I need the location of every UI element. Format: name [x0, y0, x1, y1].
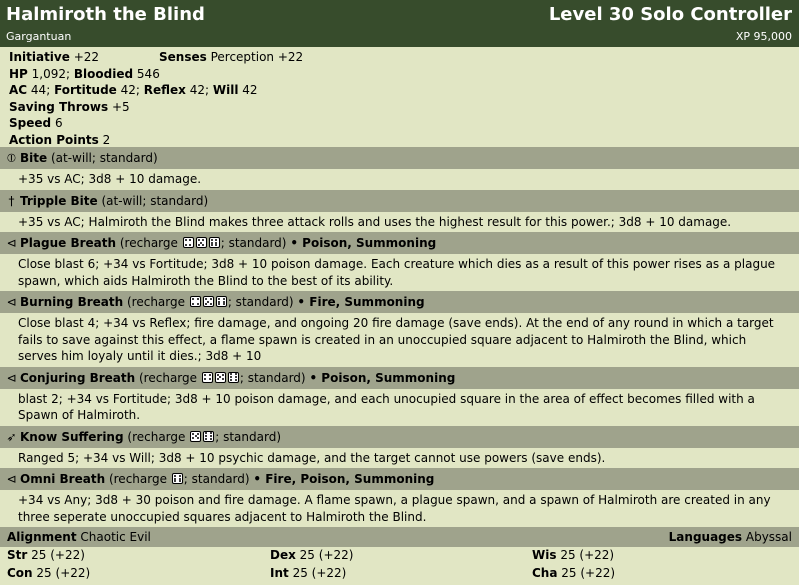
saving-throws-label: Saving Throws — [9, 99, 109, 114]
defenses-row — [9, 82, 790, 99]
ability-int — [270, 566, 346, 580]
power-description: Ranged 5; +34 vs Will; 3d8 + 10 psychic damage, and the target cannot use powers (save ends). — [18, 450, 606, 465]
initiative-row — [9, 49, 790, 66]
power-usage: (at-will; standard) — [101, 193, 209, 208]
basic-melee-icon: ⦶ — [7, 151, 16, 165]
monster-name: Halmiroth the Blind — [6, 4, 205, 25]
saving-throws-row — [9, 99, 790, 116]
saving-throws-value: +5 — [111, 99, 130, 114]
ability-label: Wis — [532, 548, 557, 562]
power-header — [0, 426, 799, 448]
ability-label: Str — [7, 548, 28, 562]
recharge-die-icon — [190, 431, 201, 442]
alignment-value: Chaotic Evil — [80, 530, 151, 544]
power-usage-end: ; standard) — [183, 472, 250, 486]
power-usage-end: ; standard) — [215, 429, 281, 444]
power-name: Omni Breath — [20, 472, 106, 486]
power-header — [0, 291, 799, 313]
power-keywords: • Poison, Summoning — [290, 236, 437, 250]
recharge-die-icon — [196, 237, 207, 248]
initiative-value: +22 — [73, 50, 100, 64]
monster-type: Gargantuan — [6, 30, 72, 43]
power-usage: (recharge — [119, 236, 178, 250]
ability-value: 25 (+22) — [31, 548, 85, 562]
recharge-die-icon — [203, 431, 214, 442]
close-icon: ⊲ — [6, 295, 17, 309]
stat-block-header — [0, 0, 799, 47]
hp-value: 1,092; — [31, 66, 71, 81]
power-name: Bite — [20, 151, 48, 165]
power-description: +35 vs AC; Halmiroth the Blind makes three attack rolls and uses the highest result for this power.; 3d8 + 10 damage. — [18, 214, 732, 229]
power-description: Close blast 4; +34 vs Reflex; fire damage, and ongoing 20 fire damage (save ends). At the end of any round in which a target fails to save against this effect, a flame spawn is created in an unoccupied square adjacent to Halmiroth the Blind, which serves him loyaly until it dies.; 3d8 + 10 — [18, 316, 774, 363]
will-value: 42 — [242, 83, 258, 98]
close-icon: ⊲ — [6, 472, 17, 486]
power-name: Tripple Bite — [20, 193, 98, 208]
ranged-icon: ➶ — [6, 429, 17, 444]
languages-label: Languages — [668, 530, 743, 544]
speed-value: 6 — [54, 116, 63, 131]
power-usage: (recharge — [139, 370, 198, 385]
power-name: Burning Breath — [20, 295, 124, 309]
languages-value: Abyssal — [745, 530, 792, 544]
ability-value: 25 (+22) — [36, 566, 91, 580]
power-name: Conjuring Breath — [20, 370, 136, 385]
power-usage: (recharge — [108, 472, 167, 486]
close-icon: ⊲ — [6, 370, 17, 385]
power-usage: (recharge — [127, 429, 186, 444]
ability-label: Int — [270, 566, 289, 580]
close-icon: ⊲ — [6, 236, 17, 250]
power-description: blast 2; +34 vs Fortitude; 3d8 + 10 poison damage, and each unocupied square in the area of effect becomes filled with a Spawn of Halmiroth. — [18, 391, 755, 422]
power-usage: (recharge — [126, 295, 185, 309]
ability-con — [7, 566, 90, 580]
action-points-label: Action Points — [9, 132, 99, 147]
hp-row — [9, 66, 790, 83]
power-keywords: • Poison, Summoning — [309, 370, 456, 385]
ability-label: Cha — [532, 566, 558, 580]
ability-value: 25 (+22) — [299, 548, 354, 562]
speed-row — [9, 115, 790, 132]
recharge-die-icon — [228, 372, 239, 383]
power-usage-end: ; standard) — [227, 295, 294, 309]
power-keywords: • Fire, Poison, Summoning — [253, 472, 435, 486]
recharge-die-icon — [183, 237, 194, 248]
ability-label: Con — [7, 566, 33, 580]
alignment-label: Alignment — [7, 530, 77, 544]
recharge-die-icon — [216, 296, 227, 307]
action-points-value: 2 — [102, 132, 111, 147]
power-header — [0, 190, 799, 212]
melee-icon: † — [8, 193, 15, 208]
ac-value: 44; — [30, 83, 51, 98]
power-keywords: • Fire, Summoning — [297, 295, 425, 309]
powers-list — [0, 147, 799, 527]
will-label: Will — [212, 83, 239, 98]
power-usage-end: ; standard) — [220, 236, 287, 250]
recharge-die-icon — [202, 372, 213, 383]
ability-cha — [532, 566, 615, 580]
recharge-die-icon — [203, 296, 214, 307]
fortitude-label: Fortitude — [54, 83, 117, 98]
senses — [159, 49, 303, 66]
fortitude-value: 42; — [120, 83, 140, 98]
ability-scores — [0, 547, 799, 585]
ability-wis — [532, 548, 614, 562]
ability-dex — [270, 548, 353, 562]
recharge-die-icon — [190, 296, 201, 307]
ability-str — [7, 548, 85, 562]
power-description: +35 vs AC; 3d8 + 10 damage. — [18, 172, 202, 186]
hp-label: HP — [9, 66, 28, 81]
monster-level: Level 30 Solo Controller — [548, 4, 792, 25]
power-description: Close blast 6; +34 vs Fortitude; 3d8 + 10 poison damage. Each creature which dies as a result of this power rises as a plague spawn, which aids Halmiroth the Blind to the best of its ability. — [18, 257, 776, 288]
ability-value: 25 (+22) — [292, 566, 347, 580]
recharge-die-icon — [215, 372, 226, 383]
power-usage-end: ; standard) — [239, 370, 306, 385]
power-header — [0, 232, 799, 254]
ac-label: AC — [9, 83, 28, 98]
power-header — [0, 147, 799, 169]
initiative-label: Initiative — [9, 50, 70, 64]
recharge-die-icon — [172, 473, 183, 484]
reflex-value: 42; — [189, 83, 210, 98]
ability-value: 25 (+22) — [560, 548, 615, 562]
alignment-row — [0, 527, 799, 547]
recharge-die-icon — [209, 237, 220, 248]
senses-label: Senses — [159, 50, 207, 64]
speed-label: Speed — [9, 116, 52, 131]
monster-xp: XP 95,000 — [735, 30, 792, 43]
power-name: Know Suffering — [20, 429, 124, 444]
power-header — [0, 367, 799, 389]
ability-label: Dex — [270, 548, 296, 562]
ability-value: 25 (+22) — [561, 566, 616, 580]
reflex-label: Reflex — [143, 83, 186, 98]
power-usage: (at-will; standard) — [50, 151, 158, 165]
power-description: +34 vs Any; 3d8 + 30 poison and fire damage. A flame spawn, a plague spawn, and a spawn of Halmiroth are created in any three seperate unoccupied squares adjacent to Halmiroth the Blind. — [18, 493, 771, 524]
bloodied-label: Bloodied — [73, 66, 134, 81]
stats-section — [0, 47, 799, 147]
power-name: Plague Breath — [20, 236, 117, 250]
languages — [669, 527, 792, 547]
bloodied-value: 546 — [136, 66, 160, 81]
senses-value: Perception +22 — [210, 50, 304, 64]
power-header — [0, 468, 799, 490]
